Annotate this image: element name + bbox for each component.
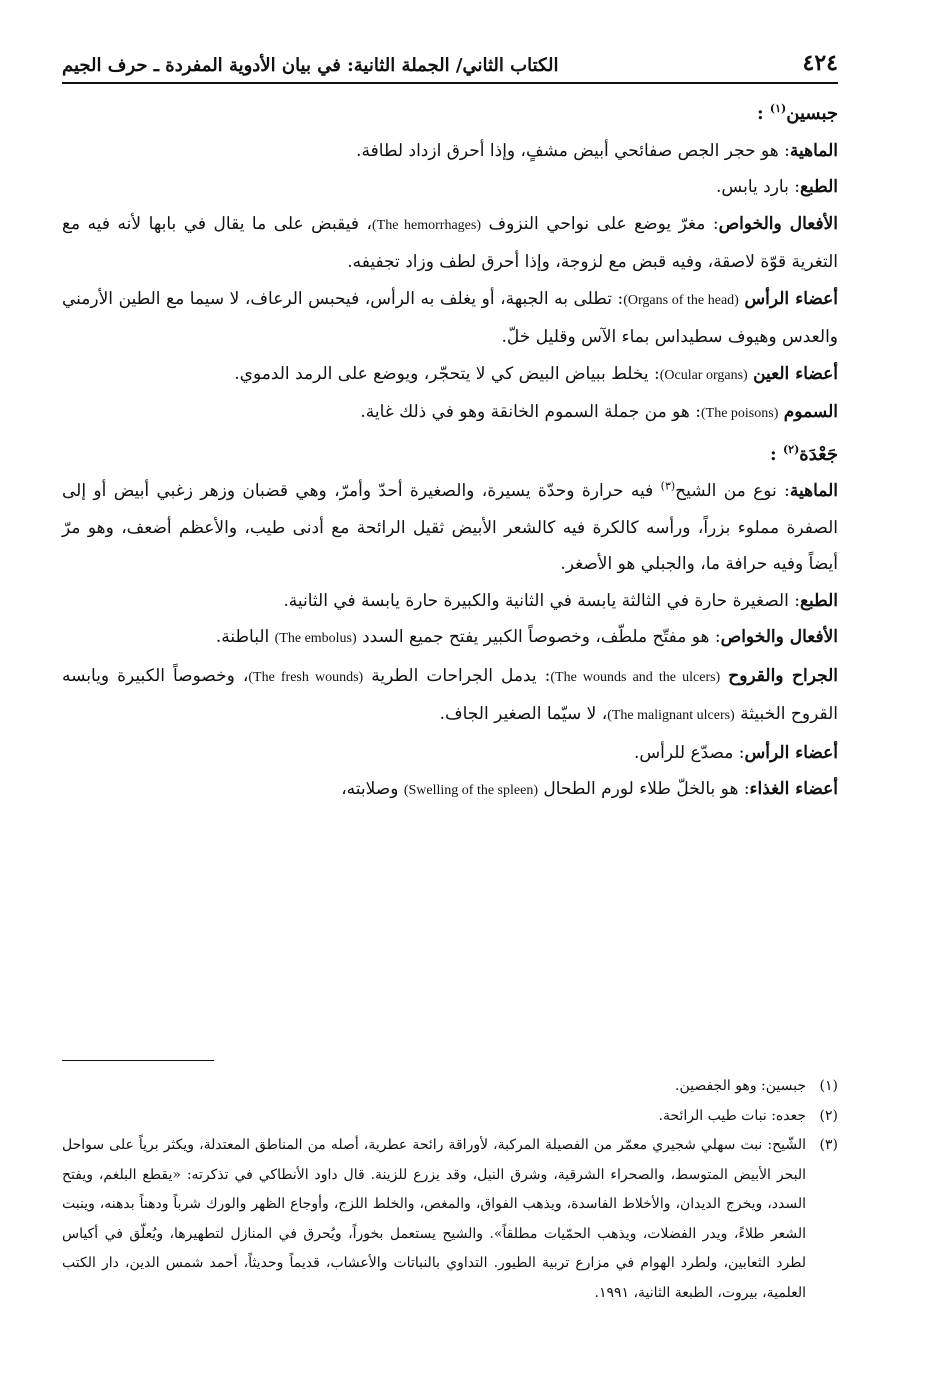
section-text: : هو بالخلّ طلاء لورم الطحال <box>543 779 750 799</box>
english-term: (The hemorrhages) <box>371 217 481 233</box>
section-label: الأفعال والخواص <box>720 627 838 647</box>
english-term: (The malignant ulcers) <box>607 708 735 723</box>
section-label: الطبع <box>799 177 838 197</box>
section-text: : هو مفتّح ملطّف، وخصوصاً الكبير يفتح جميع السدد <box>362 627 721 647</box>
section-text: : مصدّع للرأس. <box>634 742 745 763</box>
section-paragraph <box>62 281 838 356</box>
section-paragraph <box>62 169 838 206</box>
section-text: : مغرّ يوضع على نواحي النزوف <box>488 213 719 234</box>
footnote-number: (١) <box>819 1078 838 1094</box>
section-label: أعضاء الرأس <box>744 742 838 763</box>
section-label: الماهية <box>789 481 838 501</box>
section-text: : نوع من الشيح <box>675 481 790 501</box>
section-text: : هو حجر الجص صفائحي أبيض مشفٍ، وإذا أحرق ازداد لطافة. <box>356 140 790 161</box>
footnote-number: (٢) <box>819 1107 838 1124</box>
footnote-ref[interactable]: (٣) <box>660 479 676 493</box>
section-text: : يخلط ببياض البيض كي لا يتحجّر، ويوضع على الرمد الدموي. <box>234 363 660 384</box>
section-paragraph <box>62 356 838 395</box>
section-text: ، فيقبض على ما يقال في بابها لأنه فيه مع التغرية قوّة لاصقة، وفيه قبض مع لزوجة، وإذا أحرق لطف وزاد تجفيفه. <box>62 213 838 272</box>
entry-title: جبسين$^{(١)}$ : <box>756 102 838 124</box>
running-head <box>62 36 838 84</box>
footnote-text: جعده: نبات طيب الرائحة. <box>658 1107 806 1124</box>
entry-title: جَعْدَة$^{(٢)}$ : <box>770 442 838 465</box>
section-label: أعضاء العين <box>753 363 838 384</box>
section-text: : الصغيرة حارة في الثالثة يابسة في الثانية والكبيرة حارة يابسة في الثانية. <box>283 590 800 611</box>
section-paragraph <box>62 658 838 735</box>
english-term: (Swelling of the spleen) <box>403 783 538 798</box>
english-term: (The embolus) <box>274 631 357 646</box>
section-label: الطبع <box>799 590 838 611</box>
section-paragraph <box>62 583 838 620</box>
footnote <box>62 1072 838 1102</box>
section-paragraph <box>62 133 838 170</box>
english-term: (Organs of the head) <box>623 292 739 308</box>
section-paragraph <box>62 771 838 810</box>
section-text: : يدمل الجراحات الطرية <box>371 665 551 686</box>
section-label: الماهية <box>789 140 838 161</box>
footnote-text: جبسين: وهو الجفصين. <box>675 1078 806 1094</box>
footnotes <box>62 1072 838 1308</box>
section-text: : بارد يابس. <box>716 177 800 197</box>
footnote-ref[interactable]: (١) <box>769 102 787 115</box>
footnote <box>62 1131 838 1308</box>
section-text: : هو من جملة السموم الخانقة وهو في ذلك غاية. <box>360 402 701 422</box>
section-text: فيه حرارة وحدّة يسيرة، والصغيرة أحدّ وأمرّ، وهي قضبان وزهر زغبي أبيض أو إلى الصفرة مملوء بزراً، ورأسه كالكرة فيه كالشعر الأبيض ثقيل الرائحة مع أدنى طيب، والأعظم أضعف، وهو مرّ أيضاً وفيه حرافة ما، والجبلي هو الأصغر. <box>62 481 838 574</box>
section-label: السموم <box>783 402 838 422</box>
section-text: : تطلى به الجبهة، أو يغلف به الرأس، فيحبس الرعاف، لا سيما مع الطين الأرمني والعدس وهيوف سطيداس بماء الآس وقليل خلّ. <box>62 288 838 347</box>
running-head-title: الكتاب الثاني/ الجملة الثانية: في بيان الأدوية المفردة ـ حرف الجيم <box>62 55 559 76</box>
section-label: الأفعال والخواص <box>718 213 839 234</box>
section-label: أعضاء الرأس <box>744 288 838 309</box>
section-text: وصلابته، <box>341 779 404 799</box>
english-term: (Ocular organs) <box>659 367 748 383</box>
footnote-ref[interactable]: (٢) <box>782 442 800 456</box>
section-paragraph <box>62 473 838 583</box>
section-text: ، لا سيّما الصغير الجاف. <box>439 704 608 724</box>
section-label: الجراح والقروح <box>728 665 838 686</box>
section-text: ، وخصوصاً الكبيرة ويابسه القروح الخبيثة <box>62 665 838 724</box>
section-text: الباطنة. <box>215 627 275 647</box>
english-term: (The poisons) <box>700 406 779 421</box>
section-paragraph <box>62 206 838 281</box>
footnote-text: الشّيح: نبت سهلي شجيري معمّر من الفصيلة المركبة، لأوراقة رائحة عطرية، أصله من المناطق المعتدلة، ويكثر برياً على سواحل البحر الأبيض المتوسط، والصحراء الشرقية، وشرق النيل، وقد يزرع للزينة. قال داود الأنطاكي في تذكرته: «يقطع البلغم، ويفتح السدد، ويخرج الديدان، والأخلاط الفاسدة، ويذهب الفواق، والمغص، والخلط اللزج، وأوجاع الظهر والورك شرباً ودهناً بدهنه، وينبت الشعر طلاءً، ويدر الفضلات، ويذهب الحمّيات مطلقاً». والشيح يستعمل بخوراً، ويُحرق في المنازل لتطهيرها، ويُعلّق في أكياس لطرد الثعابين، ولطرد الهوام في مزارع تربية الطيور. التداوي بالنباتات والأعشاب، قديماً وحديثاً، أحمد شمس الدين، دار الكتب العلمية، بيروت، الطبعة الثانية، ١٩٩١. <box>62 1137 806 1301</box>
footnote-divider <box>62 1060 214 1061</box>
footnote-number: (٣) <box>819 1137 838 1153</box>
english-term: (The fresh wounds) <box>248 669 364 685</box>
section-paragraph <box>62 735 838 772</box>
section-label: أعضاء الغذاء <box>749 779 838 799</box>
english-term: (The wounds and the ulcers) <box>550 669 721 685</box>
footnote <box>62 1102 838 1132</box>
page-body <box>62 96 838 810</box>
page-number: ٤٢٤ <box>802 50 838 76</box>
book-page <box>62 36 838 1362</box>
section-paragraph <box>62 619 838 658</box>
section-paragraph <box>62 394 838 433</box>
